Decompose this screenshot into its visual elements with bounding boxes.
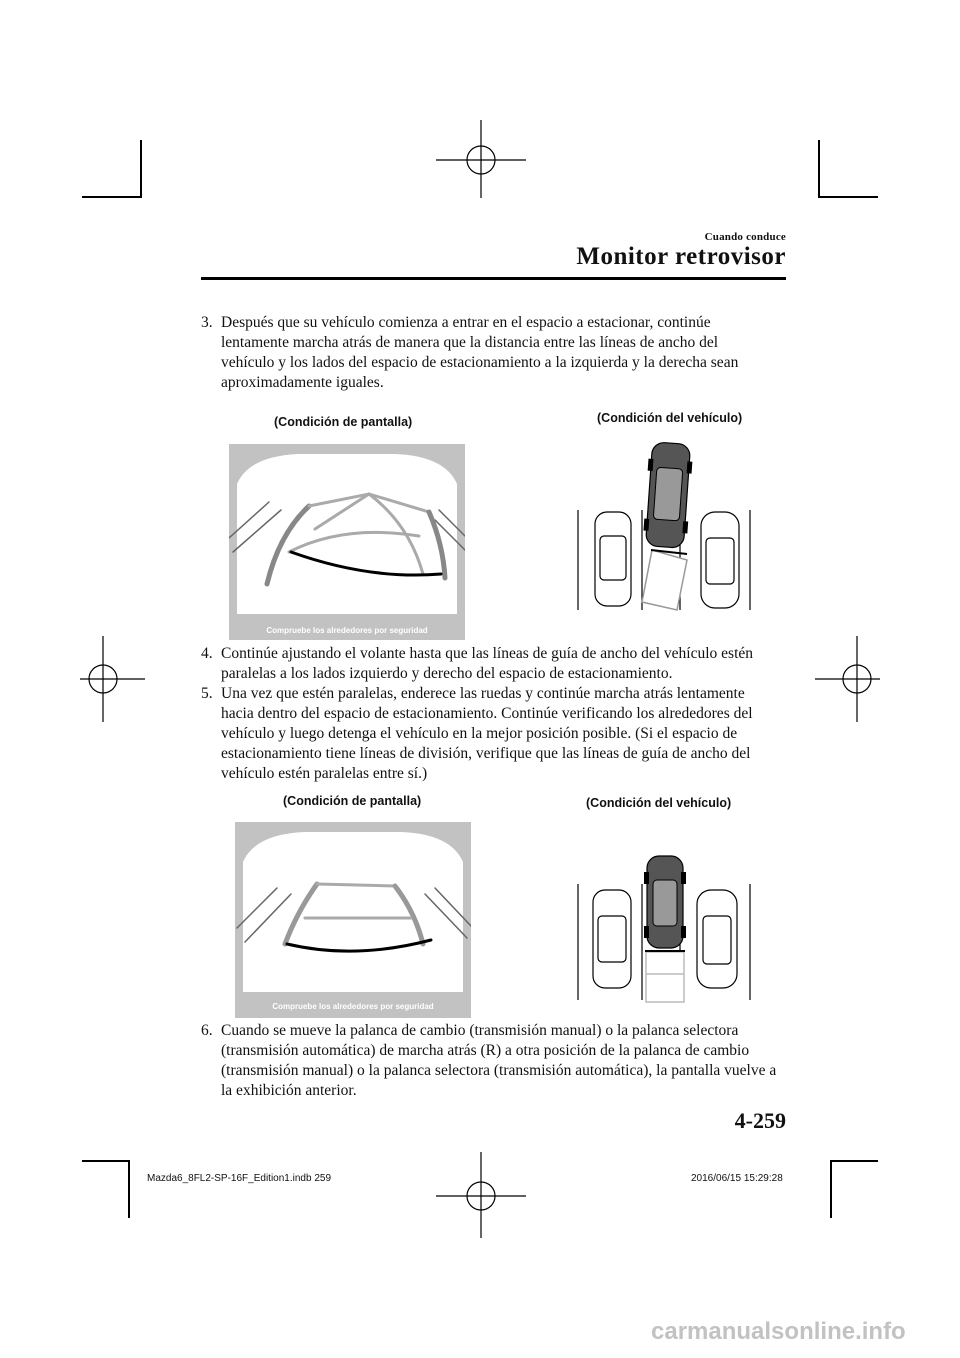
page-number: 4-259	[734, 1108, 786, 1133]
step-line: (transmisión automática) de marcha atrás (R) a otra posición de la palanca de cambio	[221, 1042, 750, 1059]
footer-file: Mazda6_8FL2-SP-16F_Edition1.indb 259	[147, 1173, 332, 1184]
step-6	[201, 1021, 791, 1103]
step-line: lentamente marcha atrás de manera que la distancia entre las líneas de ancho del	[221, 334, 719, 351]
watermark: carmanualsonline.info	[651, 1318, 906, 1345]
section-label: Cuando conduce	[704, 231, 786, 243]
step-line: Continúe ajustando el volante hasta que las líneas de guía de ancho del vehículo estén	[221, 645, 754, 662]
step-number: 4.	[201, 645, 213, 662]
step-line: vehículo estén paralelas entre sí.)	[221, 765, 428, 782]
safety-note: Compruebe los alrededores por seguridad	[272, 1002, 434, 1011]
step-4	[201, 644, 791, 686]
camera-screen	[235, 822, 471, 1018]
step-3	[201, 313, 791, 395]
vehicle-caption: (Condición del vehículo)	[597, 411, 743, 425]
page-title: Monitor retrovisor	[576, 243, 786, 270]
step-line: hacia dentro del espacio de estacionamiento. Continúe verificando los alrededores del	[221, 705, 753, 722]
step-line: vehículo y los lados del espacio de estacionamiento a la izquierda y la derecha sean	[221, 354, 739, 371]
camera-screen	[229, 444, 465, 640]
camera-view-graphic	[229, 444, 465, 640]
camera-view-graphic	[235, 822, 471, 1018]
step-line: (transmisión manual) o la palanca selectora (transmisión automática), la pantalla vuelve a	[221, 1062, 777, 1079]
step-number: 6.	[201, 1022, 213, 1039]
screen-caption: (Condición de pantalla)	[274, 415, 413, 429]
step-line: paralelas a los lados izquierdo y derecho del espacio de estacionamiento.	[221, 665, 673, 682]
footer-date: 2016/06/15 15:29:28	[691, 1173, 783, 1184]
step-number: 5.	[201, 685, 213, 702]
step-line: Después que su vehículo comienza a entrar en el espacio a estacionar, continúe	[221, 314, 711, 331]
vehicle-diagram	[575, 440, 755, 612]
step-line: Una vez que estén paralelas, enderece las ruedas y continúe marcha atrás lentamente	[221, 685, 745, 702]
vehicle-diagram	[575, 854, 755, 1004]
step-line: aproximadamente iguales.	[221, 374, 384, 391]
step-number: 3.	[201, 314, 213, 331]
step-line: la exhibición anterior.	[221, 1082, 357, 1099]
screen-caption: (Condición de pantalla)	[283, 794, 422, 808]
step-5	[201, 684, 791, 786]
vehicle-caption: (Condición del vehículo)	[586, 796, 732, 810]
step-line: vehículo y luego detenga el vehículo en la mejor posición posible. (Si el espacio de	[221, 725, 738, 742]
step-line: estacionamiento tiene líneas de división, verifique que las líneas de guía de ancho del	[221, 745, 751, 762]
safety-note: Compruebe los alrededores por seguridad	[266, 626, 428, 635]
step-line: Cuando se mueve la palanca de cambio (transmisión manual) o la palanca selectora	[221, 1022, 739, 1039]
header-rule	[201, 277, 786, 280]
